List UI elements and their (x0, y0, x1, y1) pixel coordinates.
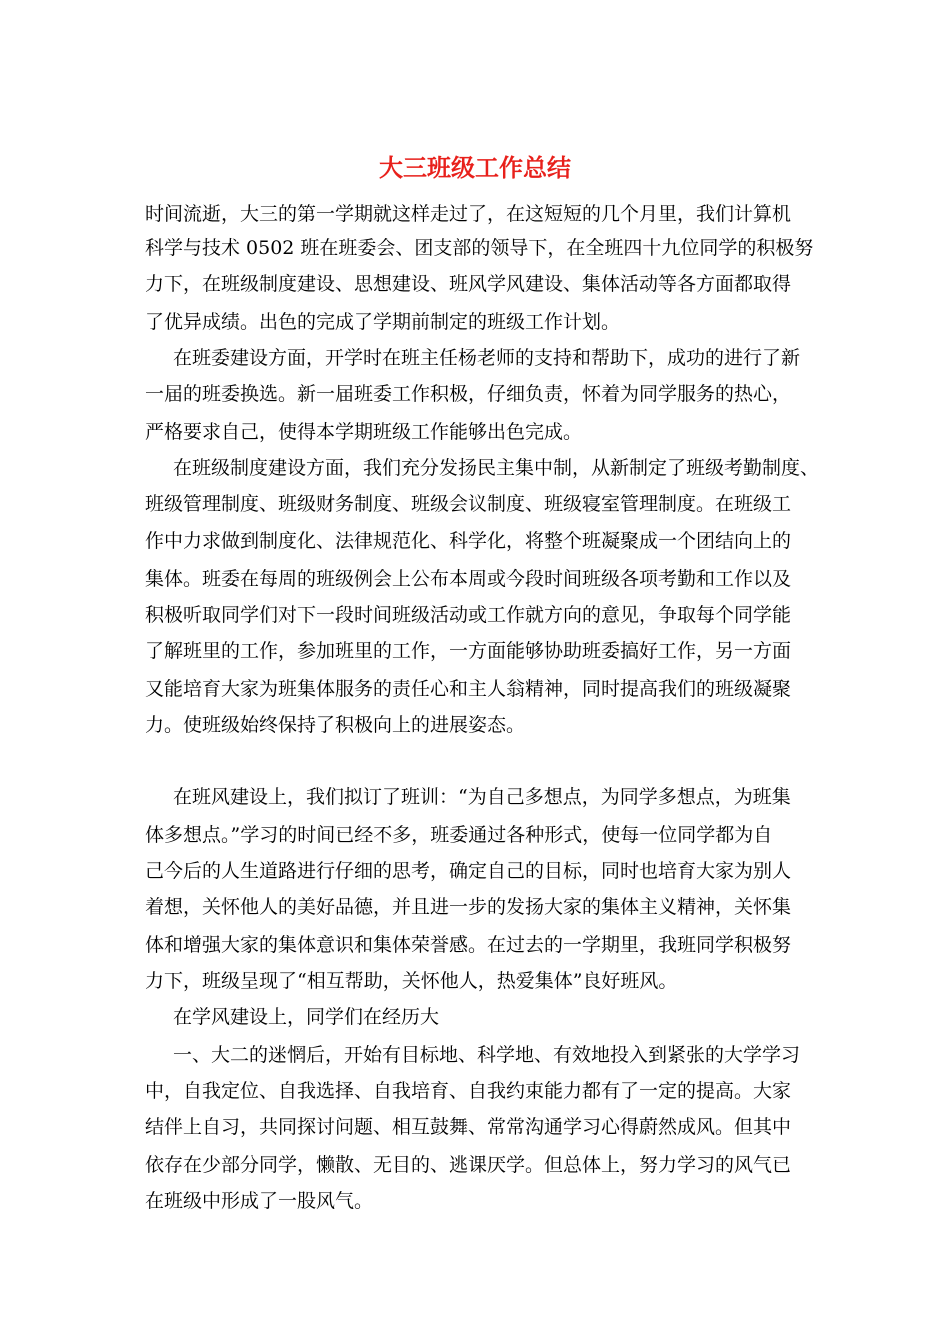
body-line: 力。使班级始终保持了积极向上的进展姿态。 (145, 714, 526, 736)
body-line: 又能培育大家为班集体服务的责任心和主人翁精神，同时提高我们的班级凝聚 (145, 678, 792, 700)
document-title: 大三班级工作总结 (379, 153, 571, 182)
body-line: 在班级中形成了一股风气。 (145, 1190, 374, 1212)
body-line: 时间流逝，大三的第一学期就这样走过了，在这短短的几个月里，我们计算机 (145, 203, 792, 225)
body-line: 体多想点。”学习的时间已经不多，班委通过各种形式，使每一位同学都为自 (145, 824, 773, 846)
body-line: 中，自我定位、自我选择、自我培育、自我约束能力都有了一定的提高。大家 (145, 1080, 792, 1102)
body-line: 集体。班委在每周的班级例会上公布本周或今段时间班级各项考勤和工作以及 (145, 568, 792, 590)
body-line: 力下，班级呈现了“相互帮助，关怀他人，热爱集体”良好班风。 (145, 970, 678, 992)
body-line: 体和增强大家的集体意识和集体荣誉感。在过去的一学期里，我班同学积极努 (145, 934, 792, 956)
body-line: 了优异成绩。出色的完成了学期前制定的班级工作计划。 (145, 311, 621, 333)
body-line: 班级管理制度、班级财务制度、班级会议制度、班级寝室管理制度。在班级工 (145, 493, 792, 515)
body-line: 科学与技术 0502 班在班委会、团支部的领导下，在全班四十九位同学的积极努 (145, 237, 814, 259)
body-line: 严格要求自己，使得本学期班级工作能够出色完成。 (145, 421, 583, 443)
body-line: 在学风建设上，同学们在经历大 (173, 1006, 440, 1028)
body-line: 结伴上自习，共同探讨问题、相互鼓舞、常常沟通学习心得蔚然成风。但其中 (145, 1116, 792, 1138)
body-line: 积极听取同学们对下一段时间班级活动或工作就方向的意见，争取每个同学能 (145, 604, 792, 626)
body-line: 了解班里的工作，参加班里的工作，一方面能够协助班委搞好工作，另一方面 (145, 640, 792, 662)
body-line: 一届的班委换选。新一届班委工作积极，仔细负责，怀着为同学服务的热心， (145, 383, 792, 405)
body-line: 依存在少部分同学，懒散、无目的、逃课厌学。但总体上，努力学习的风气已 (145, 1154, 792, 1176)
body-line: 着想，关怀他人的美好品德，并且进一步的发扬大家的集体主义精神，关怀集 (145, 896, 792, 918)
body-line: 一、大二的迷惘后，开始有目标地、科学地、有效地投入到紧张的大学学习 (173, 1044, 801, 1066)
body-line: 力下，在班级制度建设、思想建设、班风学风建设、集体活动等各方面都取得 (145, 273, 792, 295)
body-line: 己今后的人生道路进行仔细的思考，确定自己的目标，同时也培育大家为别人 (145, 860, 792, 882)
body-line: 在班委建设方面，开学时在班主任杨老师的支持和帮助下，成功的进行了新 (173, 347, 801, 369)
body-line: 在班风建设上，我们拟订了班训：“为自己多想点，为同学多想点，为班集 (173, 786, 791, 808)
body-line: 在班级制度建设方面，我们充分发扬民主集中制，从新制定了班级考勤制度、 (173, 457, 820, 479)
body-line: 作中力求做到制度化、法律规范化、科学化，将整个班凝聚成一个团结向上的 (145, 530, 792, 552)
